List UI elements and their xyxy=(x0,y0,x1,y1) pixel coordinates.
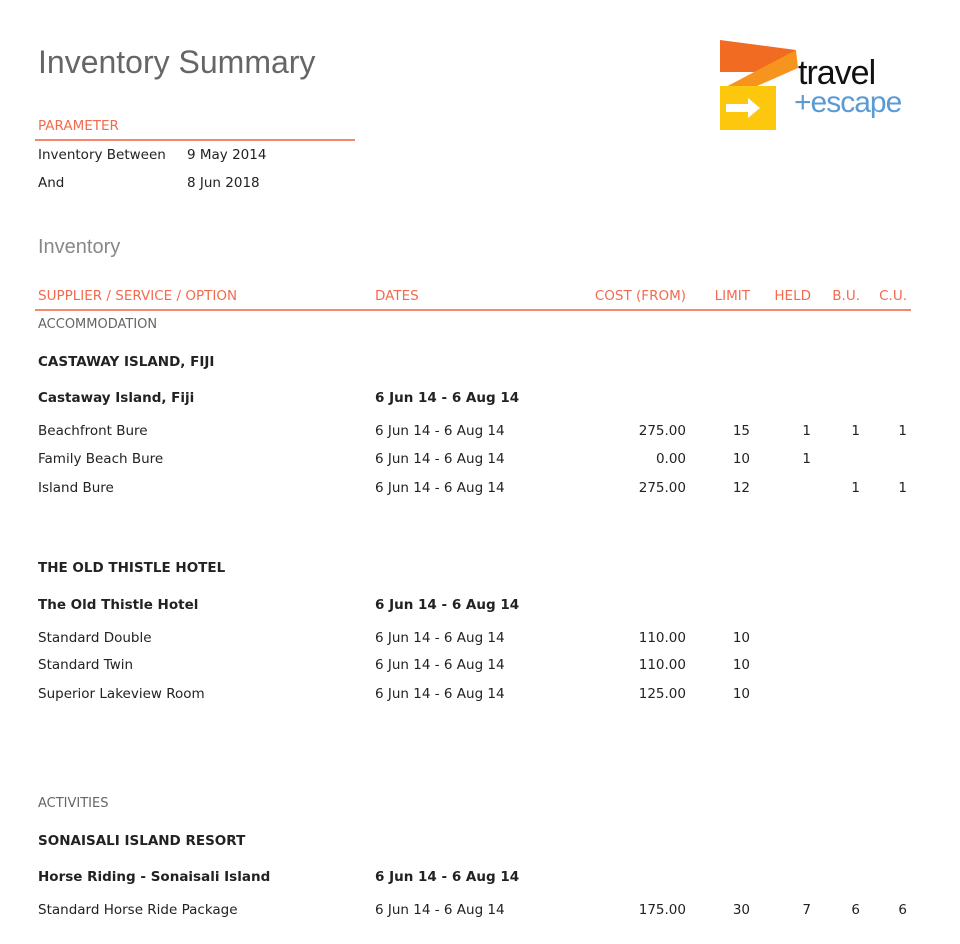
col-header-cu: C.U. xyxy=(879,288,907,304)
service-name: Castaway Island, Fiji xyxy=(38,390,195,406)
option-limit: 30 xyxy=(732,902,750,918)
col-header-dates: DATES xyxy=(375,288,419,304)
supplier-name: THE OLD THISTLE HOTEL xyxy=(38,560,226,576)
option-cu: 1 xyxy=(898,423,907,439)
option-held: 7 xyxy=(802,902,811,918)
parameter-heading: PARAMETER xyxy=(38,118,119,134)
param-label: Inventory Between xyxy=(38,147,166,163)
category-name: ACTIVITIES xyxy=(38,796,109,811)
option-dates: 6 Jun 14 - 6 Aug 14 xyxy=(375,480,505,496)
col-header-limit: LIMIT xyxy=(714,288,750,304)
col-header-cost: COST (FROM) xyxy=(594,288,686,304)
option-dates: 6 Jun 14 - 6 Aug 14 xyxy=(375,902,505,918)
option-cost: 175.00 xyxy=(638,902,686,918)
option-cost: 110.00 xyxy=(638,657,686,673)
option-bu: 1 xyxy=(851,423,860,439)
option-held: 1 xyxy=(802,451,811,467)
service-dates: 6 Jun 14 - 6 Aug 14 xyxy=(375,390,520,406)
option-name: Beachfront Bure xyxy=(38,423,148,439)
category-name: ACCOMMODATION xyxy=(38,317,158,332)
col-header-supplier: SUPPLIER / SERVICE / OPTION xyxy=(38,288,238,304)
option-limit: 12 xyxy=(732,480,750,496)
option-name: Family Beach Bure xyxy=(38,451,164,467)
option-name: Island Bure xyxy=(38,480,114,496)
option-limit: 10 xyxy=(732,657,750,673)
parameter-divider xyxy=(35,139,355,141)
logo-word-travel: travel xyxy=(798,54,876,92)
option-name: Standard Double xyxy=(38,630,152,646)
option-limit: 10 xyxy=(732,686,750,702)
supplier-name: CASTAWAY ISLAND, FIJI xyxy=(38,354,215,370)
option-cost: 110.00 xyxy=(638,630,686,646)
section-title: Inventory xyxy=(38,236,121,258)
option-dates: 6 Jun 14 - 6 Aug 14 xyxy=(375,423,505,439)
option-cost: 275.00 xyxy=(638,423,686,439)
page-title: Inventory Summary xyxy=(38,44,316,80)
logo xyxy=(718,38,918,134)
option-cu: 6 xyxy=(898,902,907,918)
option-bu: 1 xyxy=(851,480,860,496)
option-cost: 275.00 xyxy=(638,480,686,496)
logo-word-escape: +escape xyxy=(794,86,902,119)
table-header-divider xyxy=(35,309,911,311)
option-cost: 125.00 xyxy=(638,686,686,702)
service-name: Horse Riding - Sonaisali Island xyxy=(38,869,271,885)
param-value: 8 Jun 2018 xyxy=(187,175,260,191)
service-name: The Old Thistle Hotel xyxy=(38,597,199,613)
option-bu: 6 xyxy=(851,902,860,918)
option-limit: 10 xyxy=(732,630,750,646)
option-name: Superior Lakeview Room xyxy=(38,686,205,702)
option-dates: 6 Jun 14 - 6 Aug 14 xyxy=(375,451,505,467)
option-cu: 1 xyxy=(898,480,907,496)
option-dates: 6 Jun 14 - 6 Aug 14 xyxy=(375,686,505,702)
option-name: Standard Horse Ride Package xyxy=(38,902,238,918)
option-limit: 10 xyxy=(732,451,750,467)
option-limit: 15 xyxy=(732,423,750,439)
col-header-held: HELD xyxy=(774,288,811,304)
supplier-name: SONAISALI ISLAND RESORT xyxy=(38,833,246,849)
option-cost: 0.00 xyxy=(655,451,686,467)
param-label: And xyxy=(38,175,65,191)
option-dates: 6 Jun 14 - 6 Aug 14 xyxy=(375,630,505,646)
service-dates: 6 Jun 14 - 6 Aug 14 xyxy=(375,597,520,613)
service-dates: 6 Jun 14 - 6 Aug 14 xyxy=(375,869,520,885)
param-value: 9 May 2014 xyxy=(187,147,267,163)
option-dates: 6 Jun 14 - 6 Aug 14 xyxy=(375,657,505,673)
col-header-bu: B.U. xyxy=(832,288,860,304)
option-name: Standard Twin xyxy=(38,657,134,673)
option-held: 1 xyxy=(802,423,811,439)
